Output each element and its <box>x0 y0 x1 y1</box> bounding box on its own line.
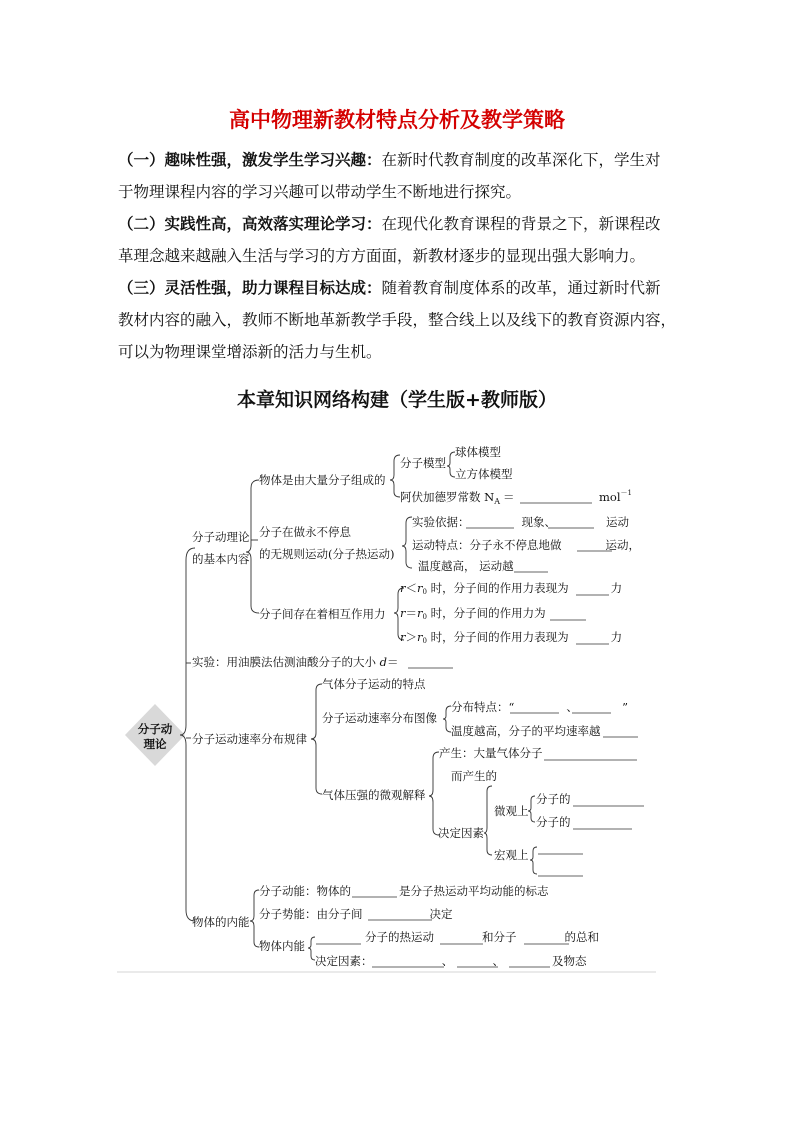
root-label-1: 分子动 <box>137 722 173 736</box>
gas-pressure-explanation: 气体压强的微观解释 <box>322 788 426 802</box>
micro-factor-1: 分子的 <box>536 792 571 806</box>
molecular-kinetic-energy: 分子动能：物体的 是分子热运动平均动能的标志 <box>259 884 549 898</box>
temperature-motion: 温度越高， 运动越 <box>418 559 514 573</box>
force-greater-than: r＞r0 时，分子间的作用力表现为 力 <box>400 630 623 645</box>
molecule-model: 分子模型 <box>400 456 446 470</box>
internal-energy-sum: 分子的热运动 和分子 的总和 <box>365 930 599 944</box>
paragraph-3-label: （三）灵活性强，助力课程目标达成： <box>118 279 382 297</box>
sphere-model: 球体模型 <box>455 445 501 459</box>
paragraph-1: （一）趣味性强，激发学生学习兴趣：在新时代教育制度的改革深化下，学生对 于物理课程内容的学习兴趣可以带动学生不断地进行探究。 <box>118 151 661 201</box>
gas-motion-feature: 气体分子运动的特点 <box>322 677 426 691</box>
branch-speed-distribution: 分子运动速率分布规律 <box>192 732 307 746</box>
speed-distribution-graph: 分子运动速率分布图像 <box>322 711 437 725</box>
molecular-potential-energy: 分子势能：由分子间 决定 <box>259 907 453 921</box>
avogadro-constant: 阿伏加德罗常数 $N_A$ ＝ <box>400 490 515 506</box>
experiment-basis: 实验依据： 现象、 运动 <box>412 515 629 529</box>
distribution-feature: 分布特点：“ 、 ” <box>451 700 629 714</box>
branch-thermal-motion-1: 分子在做永不停息 <box>259 525 351 539</box>
branch-thermal-motion-2: 的无规则运动(分子热运动) <box>259 547 395 561</box>
internal-energy-factors: 决定因素： 、 、 及物态 <box>315 954 587 968</box>
branch-internal-energy: 物体的内能 <box>192 915 250 929</box>
micro-level: 微观上 <box>494 804 529 818</box>
branch-many-molecules: 物体是由大量分子组成的 <box>259 473 386 487</box>
cube-model: 立方体模型 <box>455 467 513 481</box>
paragraph-2: （二）实践性高，高效落实理论学习：在现代化教育课程的背景之下，新课程改 革理念越来越融入生活与学习的方方面面，新教材逐步的显现出强大影响力。 <box>118 215 661 265</box>
micro-factor-2: 分子的 <box>536 815 571 829</box>
pressure-origin-2: 而产生的 <box>451 769 497 783</box>
branch-basic-content-1: 分子动理论 <box>192 530 250 544</box>
force-equal: r＝r0 时，分子间的作用力为 <box>400 606 546 621</box>
paragraph-3: （三）灵活性强，助力课程目标达成：随着教育制度体系的改革，通过新时代新 教材内容的融入，教师不断地革新教学手段，整合线上以及线下的教育资源内容， 可以为物理课堂增添新的活力与生机。 <box>118 279 677 361</box>
avogadro-unit: mol$^{-1}$ <box>599 489 632 504</box>
force-less-than: r＜r0 时，分子间的作用力表现为 力 <box>400 581 623 596</box>
motion-feature: 运动特点：分子永不停息地做 运动， <box>412 538 640 552</box>
branch-intermolecular-force: 分子间存在着相互作用力 <box>259 607 386 621</box>
internal-energy: 物体内能 <box>259 939 305 953</box>
determining-factors: 决定因素 <box>438 826 484 840</box>
paragraph-2-label: （二）实践性高，高效落实理论学习： <box>118 215 382 233</box>
macro-level: 宏观上 <box>494 848 529 862</box>
section-title: 本章知识网络构建（学生版+教师版） <box>237 389 557 411</box>
experiment-oil-film: 实验：用油膜法估测油酸分子的大小 d＝ <box>192 655 399 669</box>
branch-basic-content-2: 的基本内容 <box>192 552 250 566</box>
page-title: 高中物理新教材特点分析及教学策略 <box>229 108 565 132</box>
root-label-2: 理论 <box>143 737 167 751</box>
pressure-origin: 产生：大量气体分子 <box>439 746 543 760</box>
paragraph-1-label: （一）趣味性强，激发学生学习兴趣： <box>118 151 382 169</box>
temperature-avg-speed: 温度越高，分子的平均速率越 <box>451 724 601 738</box>
